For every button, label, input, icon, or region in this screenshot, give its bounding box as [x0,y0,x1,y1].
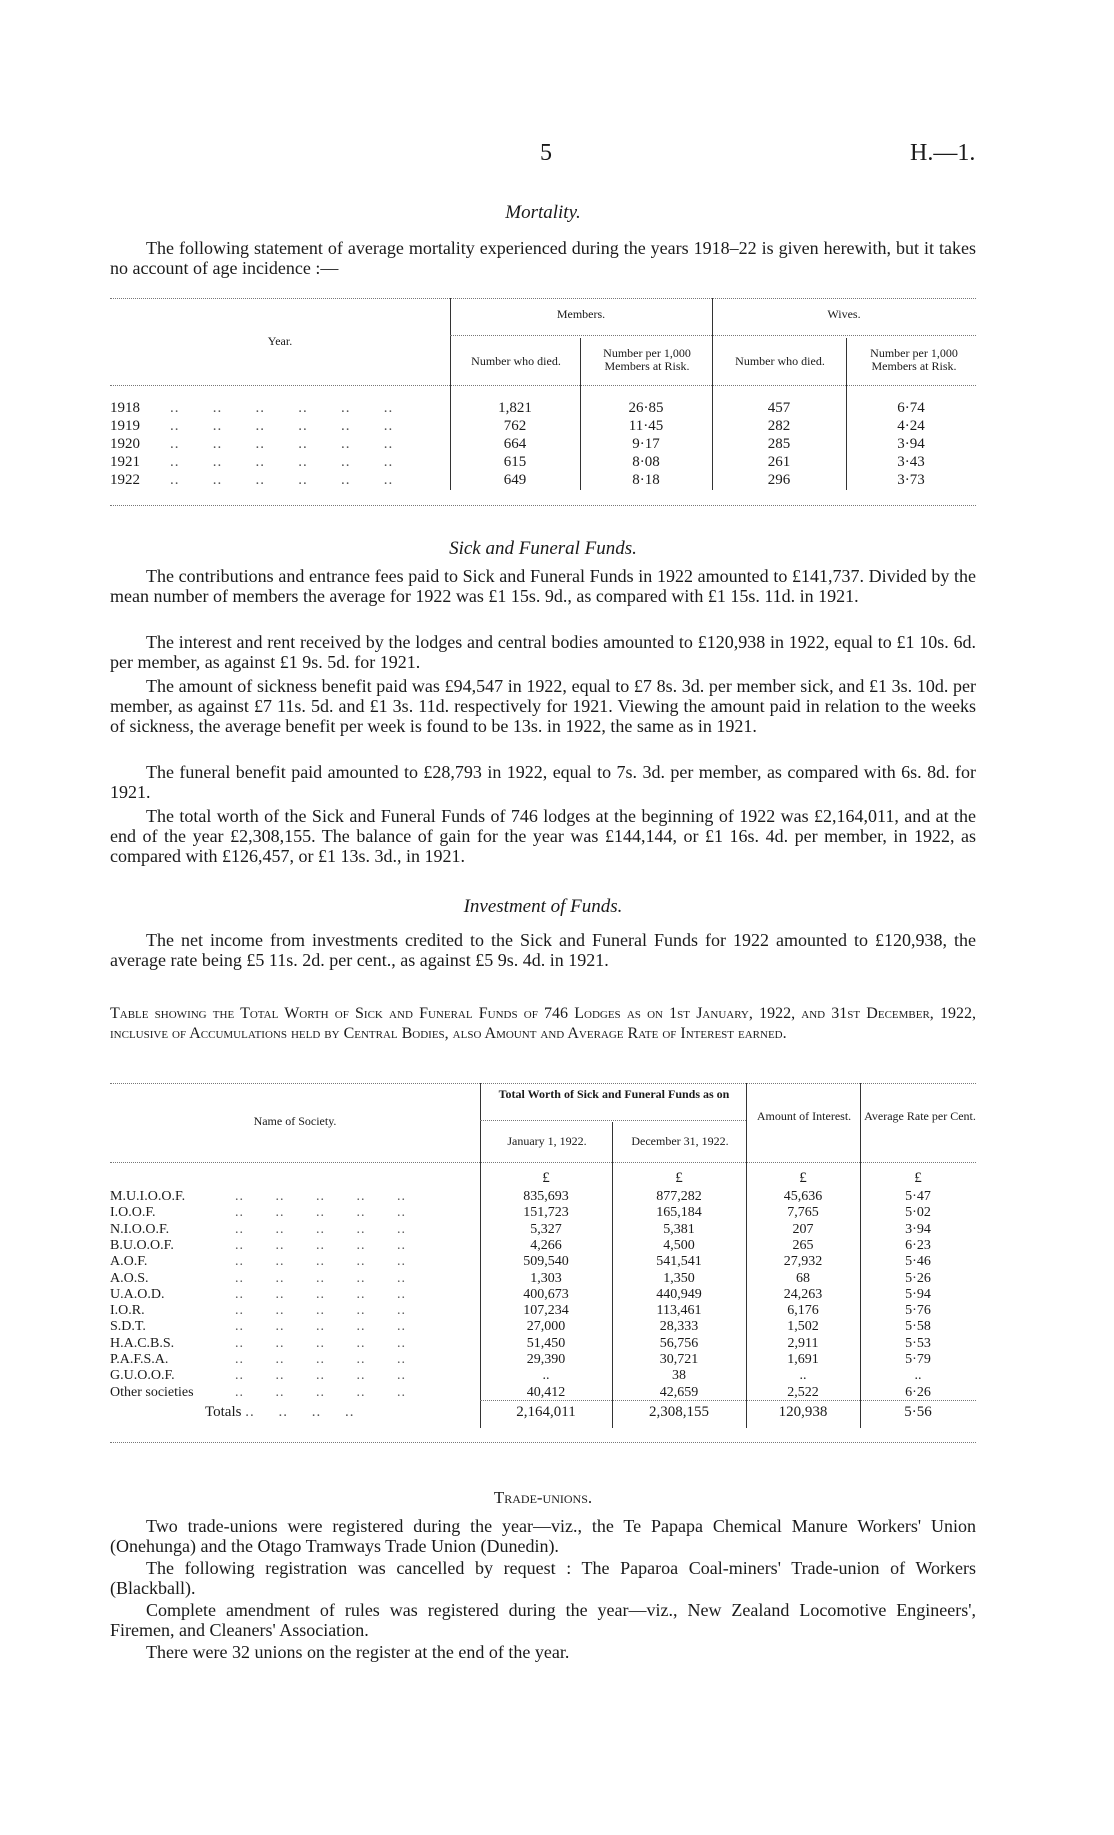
wives-died-value: 457 [767,400,791,416]
group-total-worth: Total Worth of Sick and Funeral Funds as on [498,1087,730,1101]
trade-unions-p2: The following registration was cancelled by request : The Paparoa Coal-miners' Trade-union of Workers (Blackball). [110,1558,976,1598]
rate-value: 3·94 [905,1221,931,1237]
leader-dots: .. .. .. .. .. [235,1254,406,1270]
rate-value: 5·02 [905,1205,931,1221]
worth-december-value: 440,949 [656,1286,702,1302]
leader-dots: .. .. .. .. .. [235,1221,406,1237]
rate-value: 5·58 [905,1319,931,1335]
trade-unions-heading: Trade-unions. [493,1488,593,1507]
worth-january-value: 107,234 [523,1303,569,1319]
col-wives-rate: Number per 1,000 Members at Risk. [870,346,958,373]
trade-unions-p1: Two trade-unions were registered during the year—viz., the Te Papapa Chemical Manure Workers' Union (Onehunga) and the Otago Tramways Trade Union (Dunedin). [110,1516,976,1556]
col-society-name: Name of Society. [253,1114,337,1128]
wives-rate-value: 3·73 [897,472,925,488]
worth-december-value: 5,381 [663,1221,695,1237]
worth-december-value: 30,721 [659,1352,699,1367]
worth-december-value: 1,350 [663,1270,695,1286]
interest-value: 1,502 [787,1319,819,1335]
col-january: January 1, 1922. [507,1134,587,1148]
leader-dots: .. .. .. .. .. .. [170,454,394,470]
members-rate-value: 11·45 [628,418,664,434]
interest-value: 2,911 [787,1335,819,1351]
totals-interest: 120,938 [778,1404,828,1420]
wives-rate-value: 3·94 [897,436,925,452]
leader-dots: .. .. .. .. .. [235,1286,406,1302]
society-name: P.A.F.S.A. [110,1352,169,1367]
trade-unions-p3: Complete amendment of rules was registered during the year—viz., New Zealand Locomotive Engineers', Firemen, and Cleaners' Association. [110,1600,976,1640]
leader-dots: .. .. .. .. .. .. [170,418,394,434]
totals-dec: 2,308,155 [649,1404,709,1420]
trade-unions-p4: There were 32 unions on the register at the end of the year. [146,1642,570,1662]
members-died-value: 664 [503,436,527,452]
sick-funds-p3: The amount of sickness benefit paid was £94,547 in 1922, equal to £7 8s. 3d. per member sick, and £1 3s. 10d. per member, as against £7 11s. 5d. and £1 3s. 11d. respectively for 1921. Viewing the amount paid in relation to the weeks of sickness, the average benefit per week is found to be 13s. in 1922, the same as in 1921. [110,676,976,736]
leader-dots: .. .. .. .. .. [235,1205,406,1221]
interest-value: 207 [792,1221,814,1237]
leader-dots: .. .. .. .. .. .. [170,472,394,488]
worth-december-value: 165,184 [656,1205,702,1221]
interest-value: 7,765 [787,1205,819,1221]
leader-dots: .. .. .. .. .. [235,1384,406,1400]
worth-december-value: 56,756 [659,1335,699,1351]
sick-funds-p2: The interest and rent received by the lodges and central bodies amounted to £120,938 in 1922, equal to £1 10s. 6d. per member, as against £1 9s. 5d. for 1921. [110,632,976,672]
worth-december-value: 42,659 [659,1384,699,1400]
document-reference: H.—1. [910,140,976,166]
page-number: 5 [540,140,552,166]
col-interest: Amount of Interest. [756,1109,852,1123]
mortality-year: 1918 [110,400,140,416]
rate-value: 5·94 [905,1286,931,1302]
unit-jan: £ [542,1170,550,1186]
col-members-died: Number who died. [471,354,561,368]
totals-label: Totals .. .. .. .. [205,1404,355,1420]
leader-dots: .. .. .. .. .. [235,1335,406,1351]
worth-january-value: 5,327 [530,1221,562,1237]
interest-value: 2,522 [787,1384,819,1400]
mortality-year: 1919 [110,418,140,434]
wives-died-value: 285 [767,436,791,452]
society-name: A.O.S. [110,1270,149,1286]
society-name: I.O.R. [110,1303,145,1319]
mortality-heading: Mortality. [505,202,581,223]
wives-died-value: 261 [767,454,791,470]
group-members: Members. [556,307,606,321]
wives-rate-value: 3·43 [897,454,925,470]
worth-january-value: 4,266 [530,1237,562,1253]
mortality-intro: The following statement of average mortality experienced during the years 1918–22 is given herewith, but it takes no account of age incidence :— [110,238,976,278]
leader-dots: .. .. .. .. .. [235,1319,406,1335]
totals-rate: 5·56 [904,1404,932,1420]
society-name: S.D.T. [110,1319,146,1335]
wives-died-value: 282 [767,418,791,434]
members-rate-value: 8·08 [632,454,660,470]
rate-value: .. [914,1368,922,1384]
society-name: I.O.O.F. [110,1205,156,1221]
leader-dots: .. .. .. .. .. [235,1189,406,1204]
leader-dots: .. .. .. .. .. [235,1237,406,1253]
col-year: Year. [267,334,293,348]
worth-january-value: 1,303 [530,1270,562,1286]
society-name: A.O.F. [110,1254,148,1270]
leader-dots: .. .. .. .. .. [235,1303,406,1319]
mortality-year: 1922 [110,472,140,488]
investment-heading: Investment of Funds. [463,896,623,917]
worth-january-value: 40,412 [526,1384,566,1400]
sick-funds-p1: The contributions and entrance fees paid to Sick and Funeral Funds in 1922 amounted to £141,737. Divided by the mean number of members the average for 1922 was £1 15s. 9d., as compared with £1 15s. 11d. in 1921. [110,566,976,606]
interest-value: 1,691 [787,1352,819,1367]
mortality-year: 1921 [110,454,140,470]
members-rate-value: 26·85 [628,400,664,416]
leader-dots: .. .. .. .. .. [235,1352,406,1367]
wives-died-value: 296 [767,472,791,488]
interest-value: 24,263 [783,1286,823,1302]
totals-jan: 2,164,011 [516,1404,576,1420]
members-died-value: 615 [503,454,527,470]
society-name: H.A.C.B.S. [110,1335,175,1351]
rate-value: 5·53 [905,1335,931,1351]
worth-december-value: 28,333 [659,1319,699,1335]
worth-january-value: 400,673 [523,1286,569,1302]
rate-value: 5·46 [905,1254,931,1270]
col-december: December 31, 1922. [631,1134,729,1148]
worth-january-value: 835,693 [523,1189,569,1204]
interest-value: 27,932 [783,1254,823,1270]
worth-january-value: .. [542,1368,550,1384]
interest-value: 45,636 [783,1189,823,1204]
members-died-value: 649 [503,472,527,488]
members-died-value: 762 [503,418,527,434]
society-name: N.I.O.O.F. [110,1221,170,1237]
rate-value: 5·76 [905,1303,931,1319]
leader-dots: .. .. .. .. .. [235,1270,406,1286]
unit-interest: £ [799,1170,807,1186]
rate-value: 5·79 [905,1352,931,1367]
worth-december-value: 877,282 [656,1189,702,1204]
interest-value: .. [799,1368,807,1384]
unit-dec: £ [675,1170,683,1186]
society-name: U.A.O.D. [110,1286,165,1302]
col-rate: Average Rate per Cent. [864,1109,976,1123]
wives-rate-value: 6·74 [897,400,925,416]
society-name: Other societies [110,1384,194,1400]
interest-value: 68 [796,1270,810,1286]
sick-funds-p5: The total worth of the Sick and Funeral Funds of 746 lodges at the beginning of 1922 was £2,164,011, and at the end of the year £2,308,155. The balance of gain for the year was £144,144, or £1 16s. 4d. per member, in 1922, as compared with £126,457, or £1 13s. 3d., in 1921. [110,806,976,866]
worth-december-value: 38 [672,1368,686,1384]
worth-january-value: 151,723 [523,1205,569,1221]
members-died-value: 1,821 [498,400,532,416]
society-name: G.U.O.O.F. [110,1368,175,1384]
rate-value: 5·47 [905,1189,931,1204]
worth-december-value: 113,461 [656,1303,702,1319]
mortality-year: 1920 [110,436,140,452]
investment-p1: The net income from investments credited to the Sick and Funeral Funds for 1922 amounted to £120,938, the average rate being £5 11s. 2d. per cent., as against £5 9s. 4d. in 1921. [110,930,976,970]
rate-value: 5·26 [905,1270,931,1286]
worth-january-value: 29,390 [526,1352,566,1367]
interest-value: 265 [792,1237,814,1253]
sick-funds-heading: Sick and Funeral Funds. [449,538,637,559]
rate-value: 6·23 [905,1237,931,1253]
group-wives: Wives. [827,307,861,321]
rate-value: 6·26 [905,1384,931,1400]
sick-funds-p4: The funeral benefit paid amounted to £28,793 in 1922, equal to 7s. 3d. per member, as compared with 6s. 8d. for 1921. [110,762,976,802]
worth-january-value: 51,450 [526,1335,566,1351]
col-wives-died: Number who died. [735,354,825,368]
leader-dots: .. .. .. .. .. [235,1368,406,1384]
society-name: B.U.O.O.F. [110,1237,174,1253]
col-members-rate: Number per 1,000 Members at Risk. [603,346,691,373]
worth-december-value: 541,541 [656,1254,702,1270]
unit-rate: £ [914,1170,922,1186]
society-name: M.U.I.O.O.F. [110,1189,186,1204]
members-rate-value: 8·18 [632,472,660,488]
worth-january-value: 509,540 [523,1254,569,1270]
worth-january-value: 27,000 [526,1319,566,1335]
members-rate-value: 9·17 [632,436,660,452]
worth-december-value: 4,500 [663,1237,695,1253]
leader-dots: .. .. .. .. .. .. [170,400,394,416]
wives-rate-value: 4·24 [897,418,925,434]
leader-dots: .. .. .. .. .. .. [170,436,394,452]
interest-value: 6,176 [787,1303,819,1319]
worth-table-caption: Table showing the Total Worth of Sick and Funeral Funds of 746 Lodges as on 1st January, 1922, and 31st December, 1922, inclusive of Accumulations held by Central Bodies, also Amount and Average Rate of Interest earned. [110,1005,976,1042]
